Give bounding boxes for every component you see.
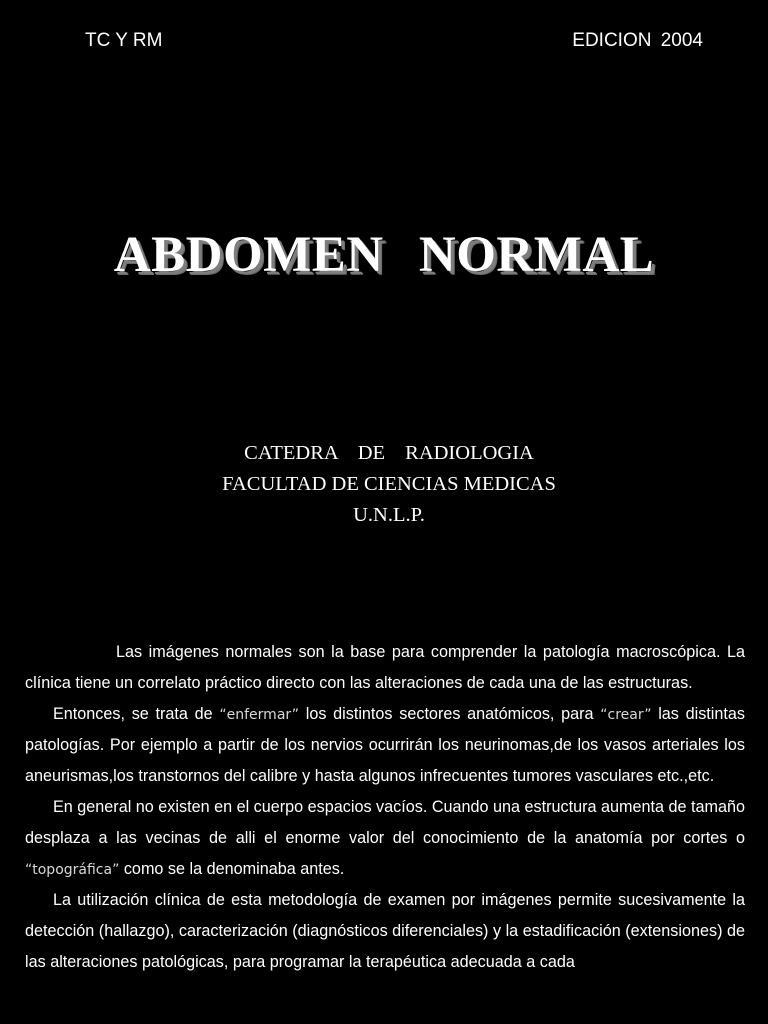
affiliation-department: CATEDRA DE RADIOLOGIA — [244, 442, 534, 464]
affiliation-faculty: FACULTAD DE CIENCIAS MEDICAS — [222, 473, 556, 495]
paragraph-2 — [25, 699, 745, 792]
paragraph-2-text-b: los distintos sectores anatómicos, para — [299, 704, 601, 723]
paragraph-1 — [25, 637, 745, 699]
paragraph-3-text-a: En general no existen en el cuerpo espacios vacíos. Cuando una estructura aumenta de tamaño desplaza a las vecinas de alli el enorme valor del conocimiento de la anatomía por cortes o — [25, 797, 746, 847]
paragraph-3 — [25, 792, 745, 885]
body-text — [25, 637, 745, 978]
header-edition-label: EDICION 2004 — [572, 30, 703, 51]
quoted-term-crear: “crear” — [600, 706, 652, 723]
affiliation-block — [0, 438, 768, 531]
document-title: ABDOMEN NORMAL — [113, 227, 655, 283]
paragraph-4-text: La utilización clínica de esta metodología de examen por imágenes permite sucesivamente la detección (hallazgo), caracterización (diagnósticos diferenciales) y la estadificación (extensiones) de las alteraciones patológicas, para programar la terapéutica adecuada a cada — [25, 891, 745, 971]
affiliation-university: U.N.L.P. — [353, 504, 425, 526]
header-left-label: TC Y RM — [85, 30, 163, 51]
paragraph-4 — [25, 885, 745, 977]
paragraph-1-text: Las imágenes normales son la base para comprender la patología macroscópica. La clínica tiene un correlato práctico directo con las alteraciones de cada una de las estructuras. — [25, 643, 745, 692]
quoted-term-enfermar: “enfermar” — [219, 706, 299, 723]
quoted-term-topografica: “topográfica” — [25, 861, 120, 878]
paragraph-3-text-b: como se la denominaba antes. — [119, 859, 345, 878]
paragraph-2-text-c: las distintas patologías. Por ejemplo a partir de los nervios ocurrirán los neurinomas,de los vasos arteriales los aneurismas,los transtornos del calibre y hasta algunos infrecuentes tumores vasculares etc.,etc. — [25, 704, 745, 786]
paragraph-2-text-a: Entonces, se trata de — [53, 704, 220, 723]
